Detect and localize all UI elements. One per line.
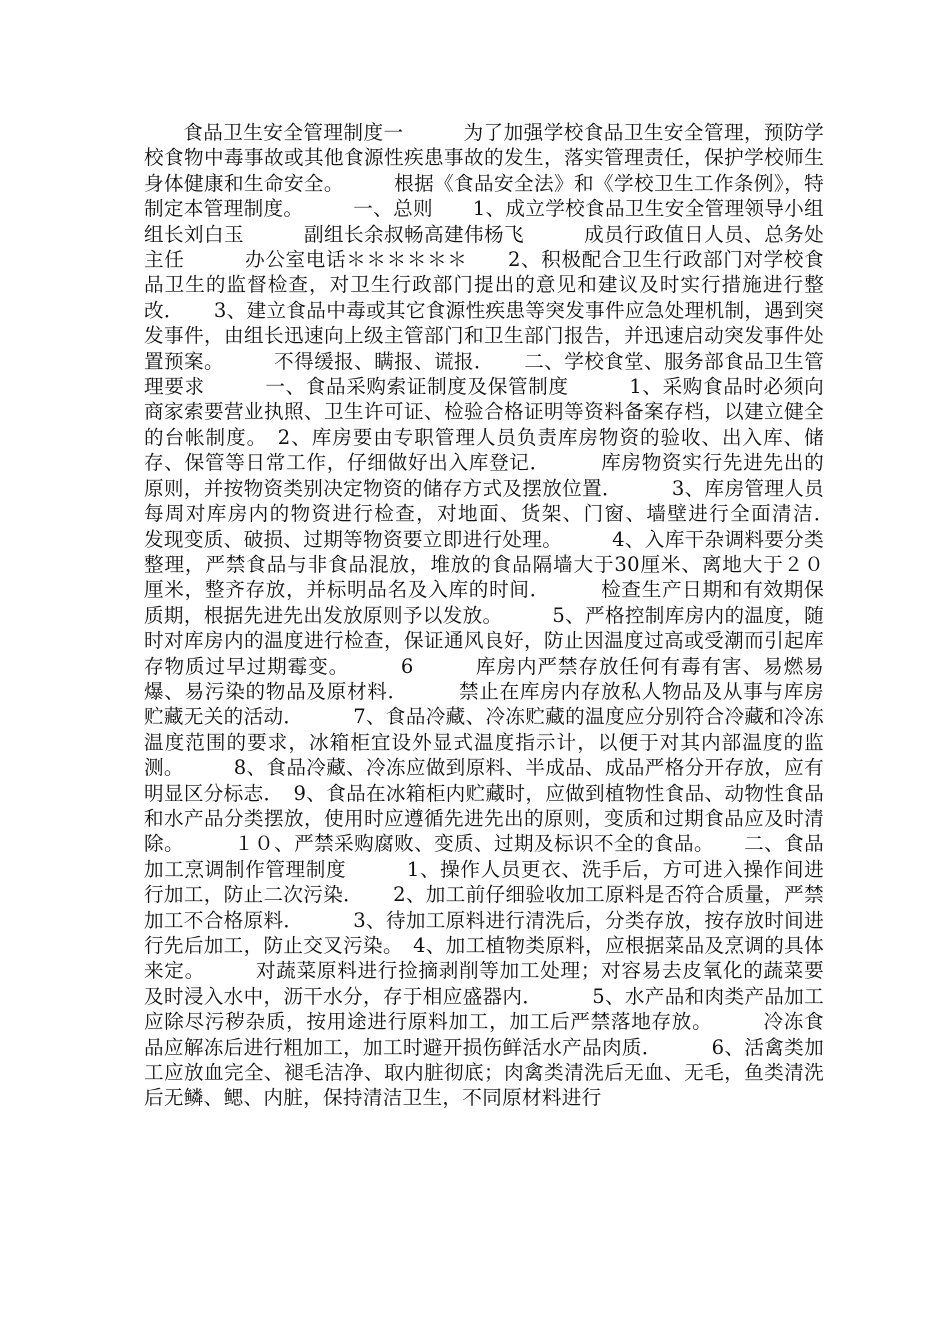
body-paragraph: 食品卫生安全管理制度一 为了加强学校食品卫生安全管理，预防学校食物中毒事故或其他食源性疾患事故的发生，落实管理责任，保护学校师生身体健康和生命安全。 根据《食品安全法》和《学校卫生工作条例》，特制定本管理制度。 一、总则 1、成立学校食品卫生安全管理领导小组 组长刘白玉 副组长余叔畅高建伟杨飞 成员行政值日人员、总务处主任 办公室电话＊＊＊＊＊＊ 2、积极配合卫生行政部门对学校食品卫生的监督检查，对卫生行政部门提出的意见和建议及时实行措施进行整改． 3、建立食品中毒或其它食源性疾患等突发事件应急处理机制，遇到突发事件，由组长迅速向上级主管部门和卫生部门报告，并迅速启动突发事件处置预案。 不得缓报、瞒报、谎报． 二、学校食堂、服务部食品卫生管理要求 一、食品采购索证制度及保管制度 1、采购食品时必须向商家索要营业执照、卫生许可证、检验合格证明等资料备案存档，以建立健全的台帐制度。 2、库房要由专职管理人员负责库房物资的验收、出入库、储存、保管等日常工作，仔细做好出入库登记． 库房物资实行先进先出的原则，并按物资类别决定物资的储存方式及摆放位置． 3、库房管理人员每周对库房内的物资进行检查，对地面、货架、门窗、墙壁进行全面清洁． 发现变质、破损、过期等物资要立即进行处理。 4、入库干杂调料要分类整理，严禁食品与非食品混放，堆放的食品隔墙大于30厘米、离地大于２０厘米，整齐存放，并标明品名及入库的时间． 检查生产日期和有效期保质期，根据先进先出发放原则予以发放。 5、严格控制库房内的温度，随时对库房内的温度进行检查，保证通风良好，防止因温度过高或受潮而引起库存物质过早过期霉变。 6 库房内严禁存放任何有毒有害、易燃易爆、易污染的物品及原材料． 禁止在库房内存放私人物品及从事与库房贮藏无关的活动． 7、食品冷藏、冷冻贮藏的温度应分别符合冷藏和冷冻温度范围的要求，冰箱柜宜设外显式温度指示计，以便于对其内部温度的监测。 8、食品冷藏、冷冻应做到原料、半成品、成品严格分开存放，应有明显区分标志． 9、食品在冰箱柜内贮藏时，应做到植物性食品、动物性食品和水产品分类摆放，使用时应遵循先进先出的原则，变质和过期食品应及时清除。 １０、严禁采购腐败、变质、过期及标识不全的食品。 二、食品加工烹调制作管理制度 1、操作人员更衣、洗手后，方可进入操作间进行加工，防止二次污染． 2、加工前仔细验收加工原料是否符合质量，严禁加工不合格原料． 3、待加工原料进行清洗后，分类存放，按存放时间进行先后加工，防止交叉污染。 4、加工植物类原料，应根据菜品及烹调的具体来定。 对蔬菜原料进行捡摘剥削等加工处理；对容易去皮氧化的蔬菜要及时浸入水中，沥干水分，存于相应盛器内． 5、水产品和肉类产品加工应除尽污秽杂质，按用途进行原料加工，加工后严禁落地存放。 冷冻食品应解冻后进行粗加工，加工时避开损伤鲜活水产品肉质． 6、活禽类加工应放血完全、褪毛洁净、取内脏彻底；肉禽类清洗后无血、无毛，鱼类清洗后无鳞、鳃、内脏，保持清洁卫生，不同原材料进行 — [144, 121, 884, 1110]
document-body — [144, 120, 884, 1111]
